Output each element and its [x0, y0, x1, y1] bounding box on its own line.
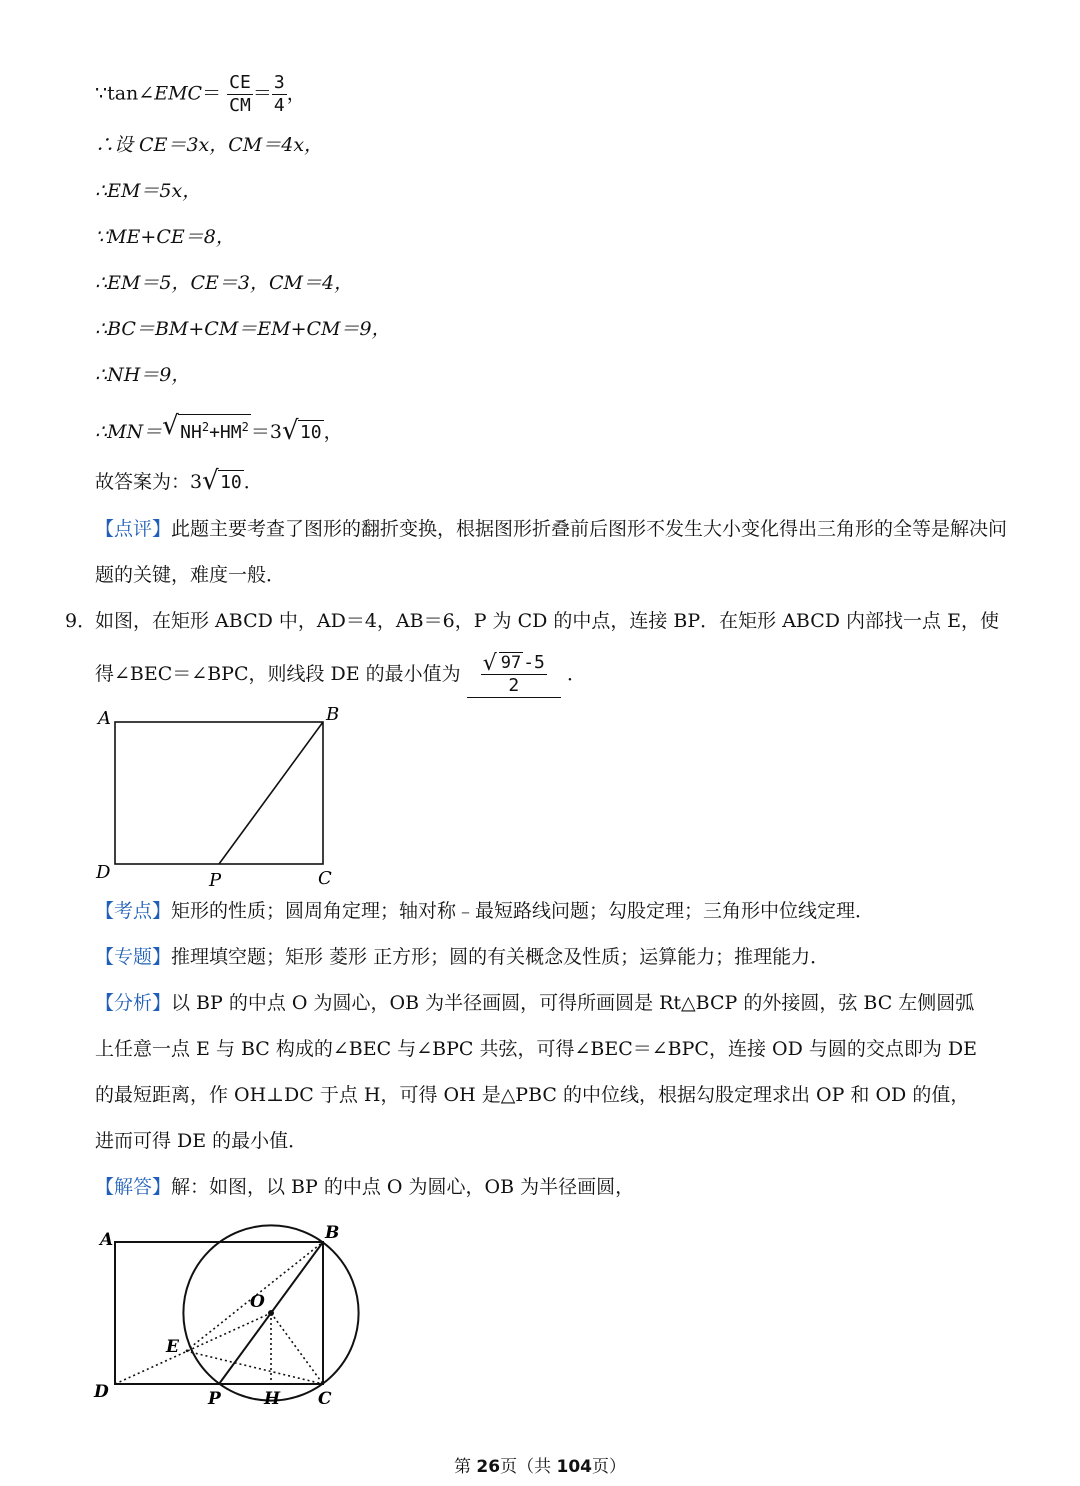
answer-line: [95, 468, 263, 497]
kaodian-block: [95, 897, 874, 925]
label-o: O: [250, 1292, 265, 1312]
step-line: ∴EM＝5，CE＝3，CM＝4，: [95, 272, 354, 294]
sqrt-expression: [162, 411, 251, 447]
step-line: ∴NH＝9，: [95, 364, 191, 386]
label-p: P: [208, 1389, 221, 1409]
equals: ＝3: [250, 421, 282, 443]
exponent: 2: [241, 420, 249, 434]
fraction-ce-cm: [227, 72, 253, 117]
label-b: B: [326, 704, 340, 725]
radicand: 10: [220, 472, 242, 493]
exponent: 2: [201, 420, 210, 434]
fenxi-line2: 上任意一点 E 与 BC 构成的∠BEC 与∠BPC 共弦，可得∠BEC＝∠BPC，连接 OD 与圆的交点即为 DE: [95, 1038, 977, 1060]
label-p: P: [209, 870, 222, 891]
kaodian-tag: 【考点】: [95, 900, 172, 922]
sqrt-icon: √: [202, 466, 219, 496]
review-block: [95, 506, 1020, 598]
frac-denominator: 4: [273, 95, 285, 116]
fenxi-line4: 进而可得 DE 的最小值．: [95, 1130, 308, 1152]
step-mn-line: [95, 411, 343, 447]
label-e: E: [166, 1337, 179, 1357]
fenxi-line3: 的最短距离，作 OH⊥DC 于点 H，可得 OH 是△PBC 的中位线，根据勾股定理求出 OP 和 OD 的值，: [95, 1084, 970, 1106]
answer-prefix: 故答案为：3: [95, 471, 203, 493]
step-line: ∴设 CE＝3x，CM＝4x，: [95, 134, 324, 156]
radicand-nh: NH: [180, 422, 202, 443]
segment-ec: [186, 1351, 323, 1384]
frac-numerator: CE: [229, 72, 251, 93]
question-line2: [95, 652, 586, 698]
equals: ＝: [252, 82, 272, 105]
step-line: ∴BC＝BM+CM＝EM+CM＝9，: [95, 318, 391, 340]
segment-do: [115, 1313, 271, 1384]
sqrt-10: [202, 466, 244, 497]
jieda-text: 解：如图，以 BP 的中点 O 为圆心，OB 为半径画圆，: [171, 1176, 635, 1198]
review-text: 此题主要考查了图形的翻折变换，根据图形折叠前后图形不发生大小变化得出三角形的全等是解决问题的关键，难度一般．: [95, 518, 1008, 586]
answer-fraction: [481, 652, 547, 697]
segment-bp: [219, 722, 323, 864]
fenxi-text: 以 BP 的中点 O 为圆心，OB 为半径画圆，可得所画圆是 Rt△BCP 的外接圆，弦 BC 左侧圆弧: [171, 992, 975, 1014]
footer-text: 第: [454, 1457, 477, 1477]
sqrt-icon: √: [281, 416, 299, 446]
fenxi-tag: 【分析】: [95, 992, 172, 1014]
page-number: 26: [476, 1457, 501, 1477]
zhuanti-text: 推理填空题；矩形 菱形 正方形；圆的有关概念及性质；运算能力；推理能力．: [171, 946, 830, 968]
point-o: [268, 1310, 274, 1316]
question-line1: 如图，在矩形 ABCD 中，AD＝4，AB＝6，P 为 CD 的中点，连接 BP．在矩形 ABCD 内部找一点 E，使: [95, 610, 999, 632]
step-line: ∴EM＝5x，: [95, 180, 202, 202]
sqrt-icon: √: [482, 651, 497, 676]
numerator-tail: -5: [523, 652, 545, 673]
question-number: 9．: [65, 610, 97, 632]
sqrt-icon: √: [162, 411, 179, 441]
sqrt-97: [483, 652, 523, 674]
punct: ．: [566, 663, 586, 685]
answer-blank: [467, 652, 561, 698]
question-text: 得∠BEC＝∠BPC，则线段 DE 的最小值为: [95, 663, 461, 685]
label-d: D: [94, 1382, 109, 1402]
frac-denominator: 2: [508, 675, 520, 696]
jieda-block: [95, 1173, 634, 1201]
fraction-3-4: [272, 72, 287, 117]
frac-denominator: CM: [229, 95, 251, 116]
frac-numerator: [481, 652, 547, 675]
footer-text: 页（共: [500, 1457, 557, 1477]
label-a: A: [98, 708, 111, 729]
step-tan-line: [95, 72, 306, 117]
punct: ．: [243, 471, 263, 493]
frac-numerator: 3: [273, 72, 285, 93]
kaodian-text: 矩形的性质；圆周角定理；轴对称﹣最短路线问题；勾股定理；三角形中位线定理．: [171, 900, 875, 922]
label-c: C: [318, 868, 332, 889]
fenxi-line1: [95, 989, 974, 1017]
review-tag: 【点评】: [95, 518, 172, 540]
label-c: C: [318, 1389, 332, 1409]
zhuanti-tag: 【专题】: [95, 946, 172, 968]
radicand: 10: [299, 422, 322, 443]
figure-rectangle: [90, 700, 350, 895]
page-footer: [0, 1452, 1080, 1477]
angle-var: EMC: [154, 82, 203, 105]
step-line: ∵ME+CE＝8，: [95, 226, 235, 248]
label-h: H: [264, 1389, 281, 1409]
radicand: 97: [500, 653, 522, 673]
sqrt-10: [281, 416, 324, 447]
rectangle-abcd: [115, 722, 323, 864]
jieda-tag: 【解答】: [95, 1176, 172, 1198]
step-text: ∵tan∠: [95, 82, 155, 105]
rectangle-abcd: [115, 1242, 323, 1384]
total-pages: 104: [556, 1457, 592, 1477]
label-a: A: [100, 1230, 114, 1250]
step-text: ∴MN＝: [95, 421, 163, 443]
radicand: [178, 414, 251, 445]
label-b: B: [325, 1223, 340, 1243]
label-d: D: [96, 862, 111, 883]
equals: ＝: [202, 82, 222, 105]
punct: ，: [323, 421, 343, 443]
radicand-hm: +HM: [209, 422, 242, 443]
punct: ，: [286, 82, 306, 105]
footer-text: 页）: [591, 1457, 626, 1477]
zhuanti-block: [95, 943, 829, 971]
figure-circle: [90, 1215, 380, 1415]
